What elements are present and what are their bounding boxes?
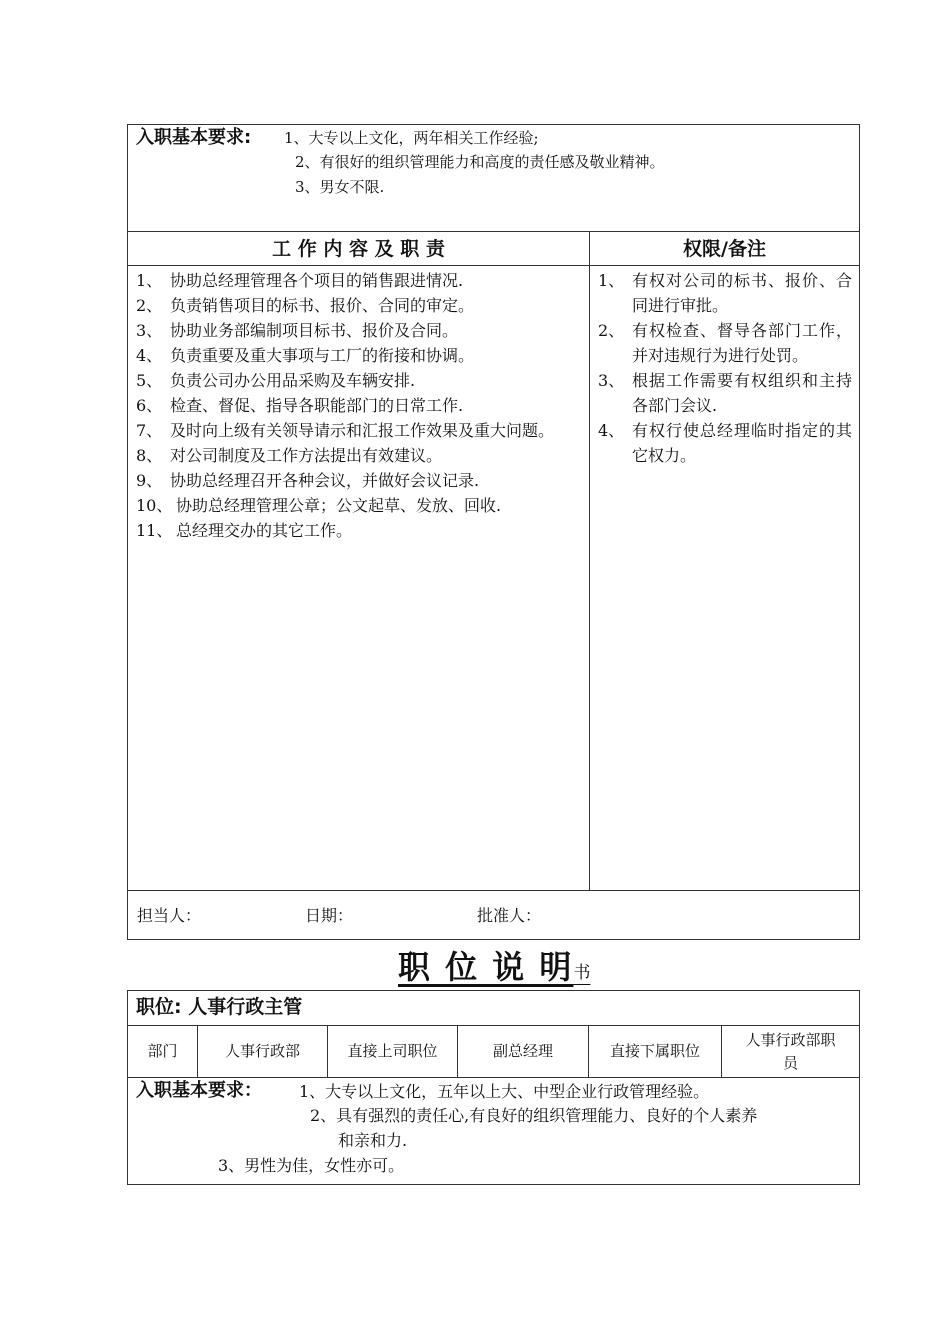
- approver-label: 批准人：: [477, 906, 542, 925]
- requirements-label-2: 入职基本要求：: [136, 1080, 262, 1101]
- right-item: 4、 有权行使总经理临时指定的其它权力。: [598, 421, 852, 465]
- duty-item: 11、 总经理交办的其它工作。: [136, 521, 353, 540]
- requirement-item-2: 1、大专以上文化，五年以上大、中型企业行政管理经验。: [299, 1082, 710, 1101]
- requirement-item: 2、有很好的组织管理能力和高度的责任感及敬业精神。: [295, 153, 665, 171]
- divider-footer: [127, 890, 860, 891]
- duty-item: 8、 对公司制度及工作方法提出有效建议。: [136, 446, 443, 465]
- duty-item: 2、 负责销售项目的标书、报价、合同的审定。: [136, 296, 475, 315]
- info-cell-subordinate-label: 直接下属职位: [609, 1042, 700, 1060]
- duty-item: 6、 检查、督促、指导各职能部门的日常工作.: [136, 396, 464, 415]
- duty-item: 3、 协助业务部编制项目标书、报价及合同。: [136, 321, 459, 340]
- owner-label: 担当人：: [137, 906, 202, 925]
- info-cell-department: 人事行政部: [224, 1042, 300, 1060]
- rights-header: 权限/备注: [683, 238, 766, 260]
- requirement-item-2: 2、具有强烈的责任心,有良好的组织管理能力、良好的个人素养: [310, 1106, 758, 1125]
- duties-header: 工 作 内 容 及 职 责: [272, 238, 445, 260]
- rights-list: [598, 268, 852, 468]
- right-item: 3、 根据工作需要有权组织和主持各部门会议.: [598, 371, 852, 415]
- divider-headers: [127, 265, 860, 266]
- position-label: 职位: 人事行政主管: [136, 996, 303, 1018]
- duty-item: 7、 及时向上级有关领导请示和汇报工作效果及重大问题。: [136, 421, 555, 440]
- info-cell-subordinate: 人事行政部职员: [745, 1030, 836, 1072]
- info-cell-department-label: 部门: [147, 1042, 178, 1060]
- duties-list: [136, 268, 582, 543]
- requirement-item-2: 3、男性为佳，女性亦可。: [218, 1156, 405, 1175]
- requirement-item: 3、男女不限.: [295, 178, 385, 196]
- date-label: 日期：: [305, 906, 354, 925]
- duty-item: 4、 负责重要及重大事项与工厂的衔接和协调。: [136, 346, 475, 365]
- duty-item: 1、 协助总经理管理各个项目的销售跟进情况.: [136, 271, 464, 290]
- duty-item: 9、 协助总经理召开各种会议，并做好会议记录.: [136, 471, 480, 490]
- duty-item: 10、 协助总经理管理公章；公文起草、发放、回收.: [136, 496, 502, 515]
- requirement-item: 1、大专以上文化，两年相关工作经验;: [284, 129, 539, 147]
- requirement-item-2: 和亲和力.: [338, 1131, 408, 1150]
- right-item: 1、 有权对公司的标书、报价、合同进行审批。: [598, 271, 852, 315]
- title-main: 职 位 说 明: [398, 948, 574, 986]
- divider-requirements: [127, 231, 860, 232]
- info-cell-supervisor: 副总经理: [492, 1042, 553, 1060]
- duty-item: 5、 负责公司办公用品采购及车辆安排.: [136, 371, 416, 390]
- right-item: 2、 有权检查、督导各部门工作，并对违规行为进行处罚。: [598, 321, 852, 365]
- info-cell-supervisor-label: 直接上司职位: [347, 1042, 438, 1060]
- requirements-label: 入职基本要求:: [136, 127, 252, 148]
- title-suffix: 书: [573, 963, 591, 983]
- column-divider: [589, 231, 590, 891]
- document-title: [398, 945, 590, 989]
